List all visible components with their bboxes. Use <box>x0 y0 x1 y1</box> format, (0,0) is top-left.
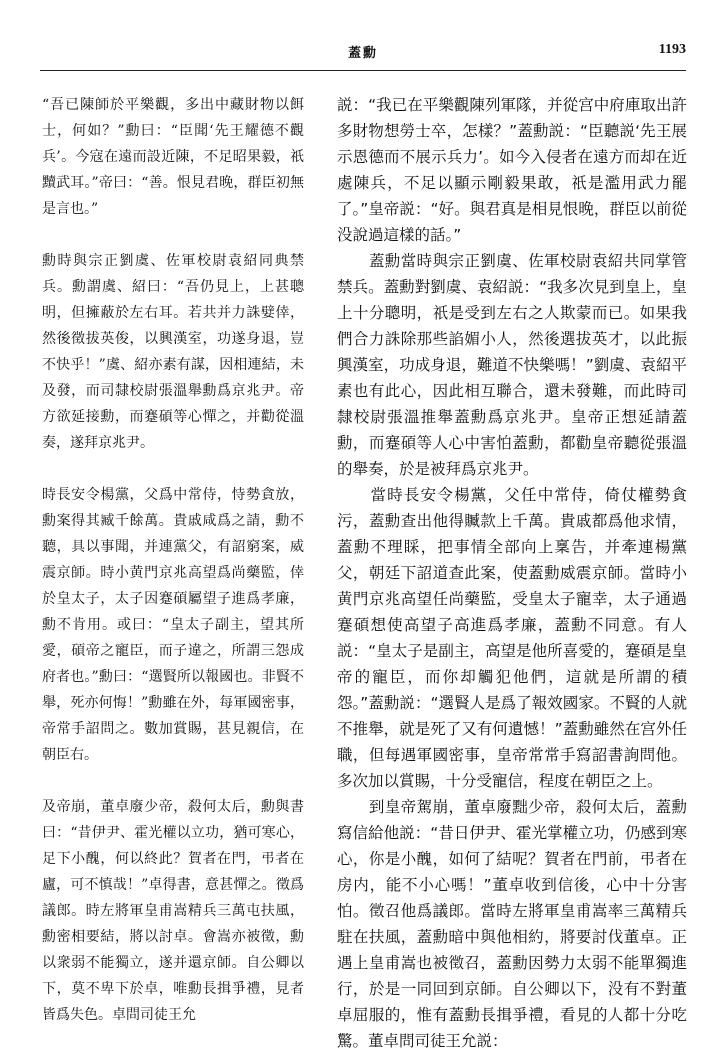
translation-paragraph-2: 蓋勳當時與宗正劉虞、佐軍校尉袁紹共同掌管禁兵。蓋勳對劉虞、袁紹説：“我多次見到皇上，皇上十分聰明，祇是受到左右之人欺蒙而已。如果我們合力誅除那些諂媚小人，然後選拔英才，以此振興漢室，功成身退，難道不快樂嗎！”劉虞、袁紹平素也有此心，因此相互聯合，還未發難，而此時司隸校尉張溫推舉蓋勳爲京兆尹。皇帝正想延請蓋勳，而蹇碩等人心中害怕蓋勳，都勸皇帝聽從張溫的舉奏，於是被拜爲京兆尹。 <box>337 252 687 478</box>
page-number: 1193 <box>658 42 686 57</box>
translation-paragraph-4: 到皇帝駕崩，董卓廢黜少帝，殺何太后，蓋勳寫信給他説：“昔日伊尹、霍光掌權立功，仍感到寒心，你是小醜，如何了結呢？賀者在門前，弔者在房内，能不小心嗎！”董卓收到信後，心中十分害怕。徵召他爲議郎。當時左將軍皇甫嵩率三萬精兵駐在扶風，蓋勳暗中與他相約，將要討伐董卓。正遇上皇甫嵩也被徵召，蓋勳因勢力太弱不能單獨進行，於是一同回到京師。自公卿以下，没有不對董卓屈服的，惟有蓋勳長揖爭禮，看見的人都十分吃驚。董卓問司徒王允説： <box>337 798 687 1050</box>
translation-paragraph-3: 當時長安令楊黨，父任中常侍，倚仗權勢貪污，蓋勳查出他得贓款上千萬。貴戚都爲他求情，蓋勳不理睬，把事情全部向上稟告，并牽連楊黨父，朝廷下詔道查此案，使蓋勳威震京師。當時小黄門京兆高望任尚藥監，受皇太子寵幸，太子通過蹇碩想使高望子高進爲孝廉，蓋勳不同意。有人説：“皇太子是副主，高望是他所喜愛的，蹇碩是皇帝的寵臣，而你却觸犯他們，這就是所謂的積怨。”蓋勳説：“選賢人是爲了報效國家。不賢的人就不推舉，就是死了又有何遺憾！”蓋勳雖然在宫外任職，但每遇軍國密事，皇帝常常手寫詔書詢問他。多次加以賞賜，十分受寵信，程度在朝臣之上。 <box>337 486 687 790</box>
original-text-column <box>42 92 304 1054</box>
running-header <box>40 40 686 71</box>
translation-column <box>337 92 687 1054</box>
original-paragraph-3: 時長安令楊黨，父爲中常侍，恃勢貪放，勳案得其臧千餘萬。貴戚咸爲之請，勳不聽，具以事聞，并連黨父，有詔窮案，威震京師。時小黄門京兆高望爲尚藥監，倖於皇太子，太子因蹇碩屬望子進爲孝廉，勳不肯用。或曰：“皇太子副主，望其所愛，碩帝之寵臣，而子違之，所謂三怨成府者也。”勳曰：“選賢所以報國也。非賢不舉，死亦何悔！”勳雖在外，每軍國密事，帝常手詔問之。數加賞賜，甚見親信，在朝臣右。 <box>42 487 304 763</box>
original-paragraph-2: 勳時與宗正劉虞、佐軍校尉袁紹同典禁兵。勳謂虞、紹曰：“吾仍見上，上甚聰明，但擁蔽於左右耳。若共并力誅嬖倖，然後徵拔英俊，以興漢室，功遂身退，豈不快乎！”虞、紹亦素有謀，因相連結，未及發，而司隸校尉張溫舉勳爲京兆尹。帝方欲延接勳，而蹇碩等心憚之，并勸從溫奏，遂拜京兆尹。 <box>42 253 304 451</box>
translation-paragraph-1: 説：“我已在平樂觀陳列軍隊，并從宫中府庫取出許多財物想勞士卒，怎樣？”蓋勳説：“臣聽説‘先王展示恩德而不展示兵力’。如今入侵者在遠方而却在近處陳兵，不足以顯示剛毅果敢，祇是濫用武力罷了。”皇帝説：“好。與君真是相見恨晚，群臣以前從没說過這樣的話。” <box>337 96 687 244</box>
header-title: 蓋勳 <box>347 46 378 61</box>
original-paragraph-4: 及帝崩，董卓廢少帝，殺何太后，勳與書曰：“昔伊尹、霍光權以立功，猶可寒心，足下小醜，何以終此？賀者在門，弔者在廬，可不慎哉！”卓得書，意甚憚之。徵爲議郎。時左將軍皇甫嵩精兵三萬屯扶風，勳密相要結，將以討卓。會嵩亦被徵，勳以衆弱不能獨立，遂并還京師。自公卿以下，莫不卑下於卓，唯勳長揖爭禮，見者皆爲失色。卓問司徒王允 <box>42 799 304 1023</box>
original-paragraph-1: “吾已陳師於平樂觀，多出中藏財物以餌士，何如？”勳曰：“臣聞‘先王耀德不觀兵’。今寇在遠而設近陳，不足昭果毅，祇黷武耳。”帝曰：“善。恨見君晚，群臣初無是言也。” <box>42 97 304 217</box>
